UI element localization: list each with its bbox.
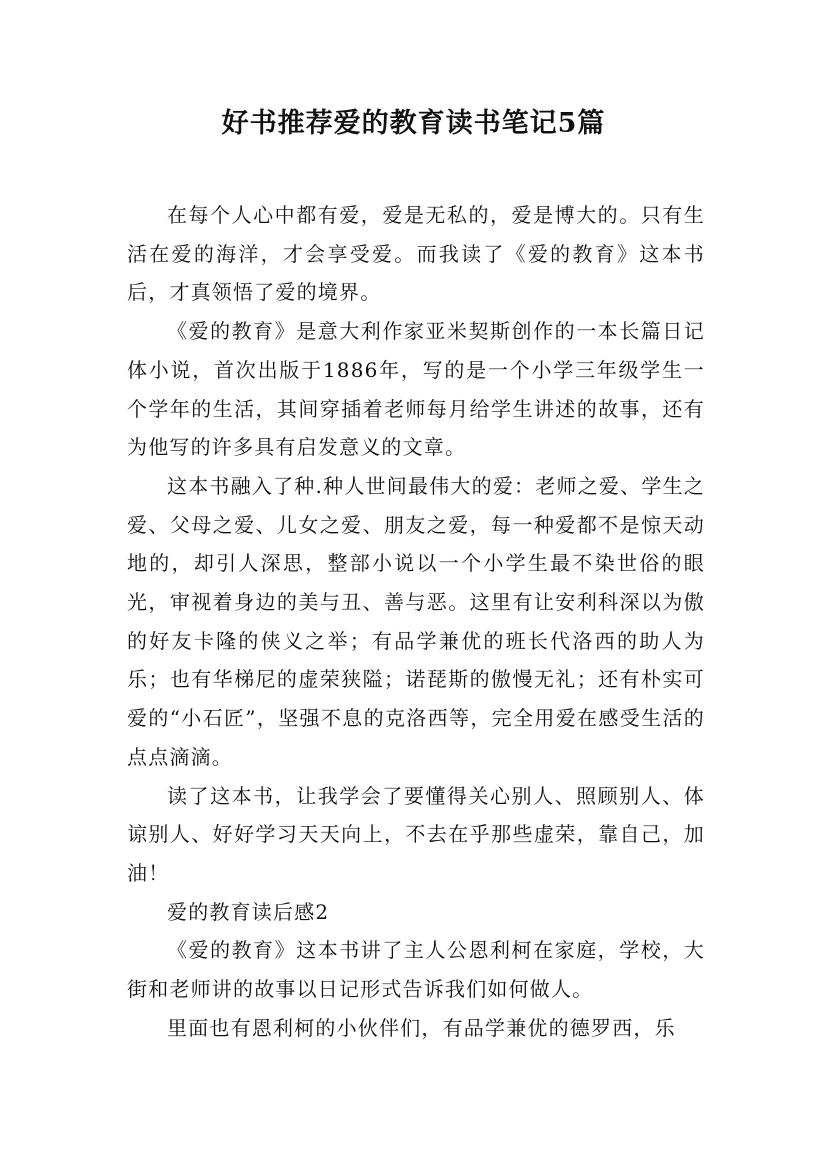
paragraph: 《爱的教育》是意大利作家亚米契斯创作的一本长篇日记体小说，首次出版于1886年，写的是一个小学三年级学生一个学年的生活，其间穿插着老师每月给学生讲述的故事，还有为他写的许多具有启发意义的文章。 [127, 319, 705, 460]
paragraph: 读了这本书，让我学会了要懂得关心别人、照顾别人、体谅别人、好好学习天天向上，不去在乎那些虚荣，靠自己，加油！ [127, 783, 705, 885]
paragraph: 这本书融入了种.种人世间最伟大的爱：老师之爱、学生之爱、父母之爱、儿女之爱、朋友之爱，每一种爱都不是惊天动地的，却引人深思，整部小说以一个小学生最不染世俗的眼光，审视着身边的美与丑、善与恶。这里有让安利科深以为傲的好友卡隆的侠义之举；有品学兼优的班长代洛西的助人为乐；也有华梯尼的虚荣狭隘；诺琵斯的傲慢无礼；还有朴实可爱的“小石匠”，坚强不息的克洛西等，完全用爱在感受生活的点点滴滴。 [127, 473, 705, 769]
document-body [127, 196, 705, 1047]
paragraph: 在每个人心中都有爱，爱是无私的，爱是博大的。只有生活在爱的海洋，才会享受爱。而我读了《爱的教育》这本书后，才真领悟了爱的境界。 [127, 203, 705, 305]
document-title: 好书推荐爱的教育读书笔记5篇 [221, 108, 606, 139]
paragraph: 里面也有恩利柯的小伙伴们，有品学兼优的德罗西，乐 [167, 1015, 676, 1040]
section-heading: 爱的教育读后感2 [167, 899, 330, 924]
paragraph: 《爱的教育》这本书讲了主人公恩利柯在家庭，学校，大街和老师讲的故事以日记形式告诉我们如何做人。 [127, 938, 705, 1002]
